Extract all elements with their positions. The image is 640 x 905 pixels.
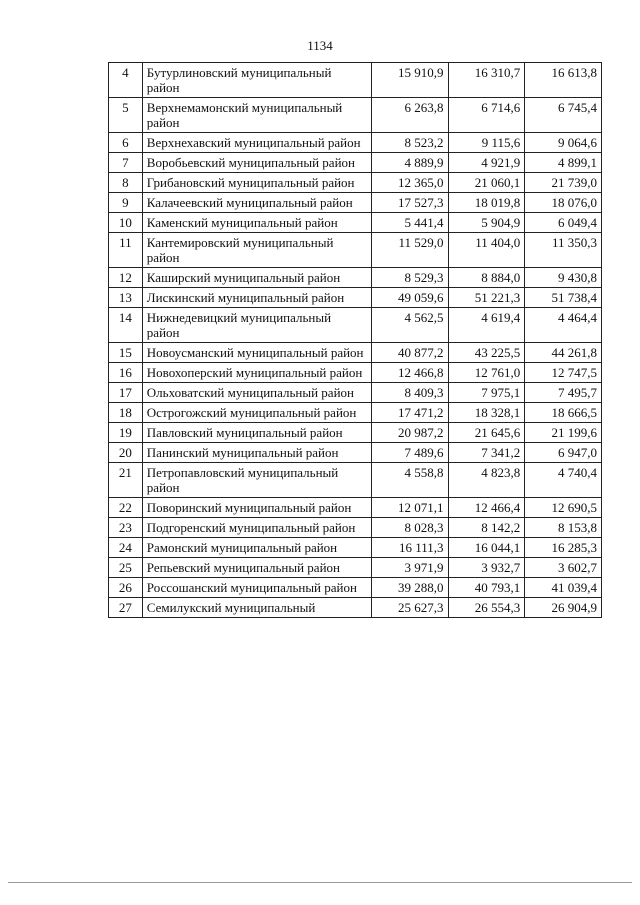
value-1-cell: 20 987,2 [371, 423, 448, 443]
value-1-cell: 6 263,8 [371, 98, 448, 133]
table-row [109, 598, 602, 618]
value-3-cell: 12 690,5 [525, 498, 602, 518]
value-2-cell: 43 225,5 [448, 343, 525, 363]
value-2-cell: 3 932,7 [448, 558, 525, 578]
row-number-cell: 25 [109, 558, 143, 578]
value-2-cell: 40 793,1 [448, 578, 525, 598]
table-body [109, 63, 602, 618]
row-number-cell: 13 [109, 288, 143, 308]
value-3-cell: 18 076,0 [525, 193, 602, 213]
value-3-cell: 8 153,8 [525, 518, 602, 538]
value-2-cell: 8 884,0 [448, 268, 525, 288]
row-number-cell: 23 [109, 518, 143, 538]
district-name-cell: Воробьевский муниципальный район [142, 153, 371, 173]
row-number-cell: 27 [109, 598, 143, 618]
value-3-cell: 6 947,0 [525, 443, 602, 463]
value-1-cell: 15 910,9 [371, 63, 448, 98]
bottom-divider [8, 882, 632, 883]
value-2-cell: 21 060,1 [448, 173, 525, 193]
value-1-cell: 16 111,3 [371, 538, 448, 558]
value-1-cell: 3 971,9 [371, 558, 448, 578]
table-row [109, 403, 602, 423]
value-1-cell: 4 889,9 [371, 153, 448, 173]
district-name-cell: Новохоперский муниципальный район [142, 363, 371, 383]
table-row [109, 308, 602, 343]
value-3-cell: 3 602,7 [525, 558, 602, 578]
value-2-cell: 4 619,4 [448, 308, 525, 343]
value-1-cell: 11 529,0 [371, 233, 448, 268]
table-row [109, 518, 602, 538]
table-row [109, 558, 602, 578]
table-row [109, 63, 602, 98]
district-name-cell: Лискинский муниципальный район [142, 288, 371, 308]
row-number-cell: 9 [109, 193, 143, 213]
district-name-cell: Репьевский муниципальный район [142, 558, 371, 578]
row-number-cell: 17 [109, 383, 143, 403]
value-1-cell: 40 877,2 [371, 343, 448, 363]
value-2-cell: 8 142,2 [448, 518, 525, 538]
table-row [109, 538, 602, 558]
row-number-cell: 8 [109, 173, 143, 193]
value-1-cell: 12 466,8 [371, 363, 448, 383]
value-2-cell: 18 328,1 [448, 403, 525, 423]
table-row [109, 98, 602, 133]
value-1-cell: 7 489,6 [371, 443, 448, 463]
value-3-cell: 6 049,4 [525, 213, 602, 233]
value-2-cell: 12 466,4 [448, 498, 525, 518]
row-number-cell: 4 [109, 63, 143, 98]
value-3-cell: 9 064,6 [525, 133, 602, 153]
value-2-cell: 51 221,3 [448, 288, 525, 308]
value-3-cell: 16 285,3 [525, 538, 602, 558]
district-name-cell: Подгоренский муниципальный район [142, 518, 371, 538]
value-1-cell: 8 409,3 [371, 383, 448, 403]
table-row [109, 193, 602, 213]
district-name-cell: Верхнемамонский муниципальный район [142, 98, 371, 133]
value-3-cell: 9 430,8 [525, 268, 602, 288]
row-number-cell: 10 [109, 213, 143, 233]
value-3-cell: 7 495,7 [525, 383, 602, 403]
row-number-cell: 22 [109, 498, 143, 518]
value-3-cell: 26 904,9 [525, 598, 602, 618]
value-2-cell: 9 115,6 [448, 133, 525, 153]
value-3-cell: 4 899,1 [525, 153, 602, 173]
district-name-cell: Новоусманский муниципальный район [142, 343, 371, 363]
value-2-cell: 26 554,3 [448, 598, 525, 618]
district-name-cell: Павловский муниципальный район [142, 423, 371, 443]
row-number-cell: 18 [109, 403, 143, 423]
table-row [109, 463, 602, 498]
district-name-cell: Ольховатский муниципальный район [142, 383, 371, 403]
row-number-cell: 20 [109, 443, 143, 463]
value-2-cell: 4 921,9 [448, 153, 525, 173]
value-2-cell: 7 341,2 [448, 443, 525, 463]
value-3-cell: 21 199,6 [525, 423, 602, 443]
value-3-cell: 11 350,3 [525, 233, 602, 268]
value-1-cell: 5 441,4 [371, 213, 448, 233]
value-1-cell: 17 527,3 [371, 193, 448, 213]
value-2-cell: 5 904,9 [448, 213, 525, 233]
table-row [109, 153, 602, 173]
row-number-cell: 16 [109, 363, 143, 383]
value-1-cell: 4 558,8 [371, 463, 448, 498]
row-number-cell: 7 [109, 153, 143, 173]
district-name-cell: Бутурлиновский муниципальный район [142, 63, 371, 98]
district-name-cell: Поворинский муниципальный район [142, 498, 371, 518]
row-number-cell: 26 [109, 578, 143, 598]
row-number-cell: 15 [109, 343, 143, 363]
table-row [109, 343, 602, 363]
value-1-cell: 4 562,5 [371, 308, 448, 343]
district-name-cell: Кантемировский муниципальный район [142, 233, 371, 268]
value-1-cell: 8 028,3 [371, 518, 448, 538]
value-2-cell: 4 823,8 [448, 463, 525, 498]
row-number-cell: 21 [109, 463, 143, 498]
table-row [109, 288, 602, 308]
value-2-cell: 11 404,0 [448, 233, 525, 268]
row-number-cell: 19 [109, 423, 143, 443]
row-number-cell: 6 [109, 133, 143, 153]
value-2-cell: 16 044,1 [448, 538, 525, 558]
table-row [109, 383, 602, 403]
value-1-cell: 8 529,3 [371, 268, 448, 288]
district-name-cell: Каширский муниципальный район [142, 268, 371, 288]
value-2-cell: 6 714,6 [448, 98, 525, 133]
value-2-cell: 18 019,8 [448, 193, 525, 213]
value-3-cell: 12 747,5 [525, 363, 602, 383]
row-number-cell: 5 [109, 98, 143, 133]
district-name-cell: Нижнедевицкий муниципальный район [142, 308, 371, 343]
value-3-cell: 21 739,0 [525, 173, 602, 193]
value-1-cell: 8 523,2 [371, 133, 448, 153]
value-2-cell: 16 310,7 [448, 63, 525, 98]
page-number: 1134 [307, 38, 333, 53]
value-2-cell: 21 645,6 [448, 423, 525, 443]
district-name-cell: Рамонский муниципальный район [142, 538, 371, 558]
district-name-cell: Панинский муниципальный район [142, 443, 371, 463]
district-name-cell: Верхнехавский муниципальный район [142, 133, 371, 153]
district-name-cell: Петропавловский муниципальный район [142, 463, 371, 498]
value-3-cell: 18 666,5 [525, 403, 602, 423]
value-1-cell: 12 365,0 [371, 173, 448, 193]
value-3-cell: 4 464,4 [525, 308, 602, 343]
row-number-cell: 14 [109, 308, 143, 343]
district-name-cell: Калачеевский муниципальный район [142, 193, 371, 213]
table-row [109, 443, 602, 463]
value-3-cell: 16 613,8 [525, 63, 602, 98]
table-row [109, 423, 602, 443]
value-2-cell: 7 975,1 [448, 383, 525, 403]
table-row [109, 578, 602, 598]
value-1-cell: 49 059,6 [371, 288, 448, 308]
row-number-cell: 24 [109, 538, 143, 558]
district-table [108, 62, 602, 618]
value-2-cell: 12 761,0 [448, 363, 525, 383]
value-3-cell: 6 745,4 [525, 98, 602, 133]
value-1-cell: 25 627,3 [371, 598, 448, 618]
table-row [109, 268, 602, 288]
district-name-cell: Россошанский муниципальный район [142, 578, 371, 598]
district-name-cell: Семилукский муниципальный [142, 598, 371, 618]
value-3-cell: 51 738,4 [525, 288, 602, 308]
district-name-cell: Каменский муниципальный район [142, 213, 371, 233]
table-row [109, 173, 602, 193]
value-1-cell: 39 288,0 [371, 578, 448, 598]
value-1-cell: 17 471,2 [371, 403, 448, 423]
table-row [109, 498, 602, 518]
row-number-cell: 12 [109, 268, 143, 288]
district-name-cell: Острогожский муниципальный район [142, 403, 371, 423]
district-name-cell: Грибановский муниципальный район [142, 173, 371, 193]
value-3-cell: 44 261,8 [525, 343, 602, 363]
value-3-cell: 4 740,4 [525, 463, 602, 498]
table-row [109, 213, 602, 233]
row-number-cell: 11 [109, 233, 143, 268]
value-1-cell: 12 071,1 [371, 498, 448, 518]
table-row [109, 133, 602, 153]
value-3-cell: 41 039,4 [525, 578, 602, 598]
table-row [109, 363, 602, 383]
table-row [109, 233, 602, 268]
